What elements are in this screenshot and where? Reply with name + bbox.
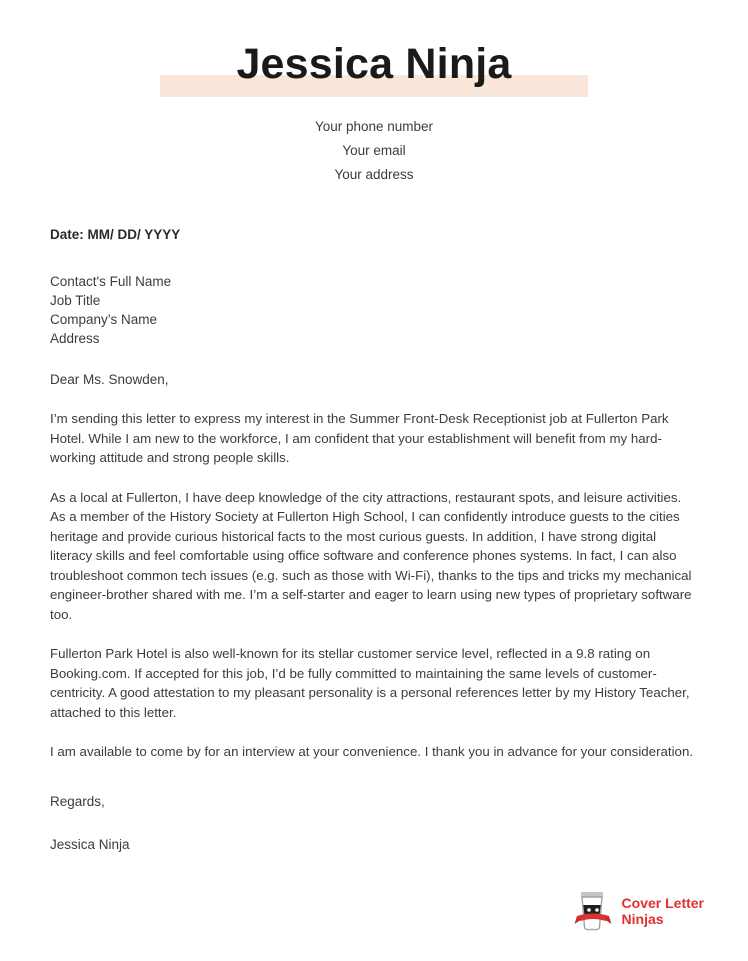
contact-email: Your email — [342, 143, 406, 159]
contact-info — [0, 115, 748, 187]
ninja-cup-icon — [573, 889, 613, 933]
recipient-address: Address — [50, 331, 100, 347]
letter-body — [0, 227, 748, 852]
brand-line-1: Cover Letter — [621, 894, 704, 911]
closing-line: Regards, — [50, 793, 105, 809]
letter-header — [0, 0, 748, 187]
date-line: Date: MM/ DD/ YYYY — [50, 227, 181, 243]
contact-address: Your address — [334, 167, 414, 183]
paragraph-1: I’m sending this letter to express my interest in the Summer Front-Desk Receptionist job at Fullerton Park Hotel. While I am new to the workforce, I am confident that your establishment will benefit from my hard-working attitude and strong people skills. — [50, 411, 669, 466]
brand-footer — [573, 889, 704, 933]
paragraph-4: I am available to come by for an interview at your convenience. I thank you in advance for your consideration. — [50, 744, 694, 760]
recipient-name: Contact's Full Name — [50, 274, 172, 290]
page-title: Jessica Ninja — [236, 40, 512, 88]
recipient-job-title: Job Title — [50, 293, 101, 309]
brand-line-2: Ninjas — [621, 911, 664, 927]
brand-text — [622, 895, 704, 927]
salutation: Dear Ms. Snowden, — [50, 372, 169, 388]
recipient-company: Company’s Name — [50, 312, 158, 328]
signature-name: Jessica Ninja — [50, 836, 130, 852]
paragraph-2: As a local at Fullerton, I have deep knowledge of the city attractions, restaurant spots, and leisure activities. As a member of the History Society at Fullerton High School, I can confidently introduce guests to the cities heritage and provide curious historical facts to the most curious guests. In addition, I have strong digital literacy skills and feel comfortable using office software and conference phones systems. In fact, I can also troubleshoot common tech issues (e.g. such as those with Wi-Fi), thanks to the tips and tricks my mechanical engineer-brother shared with me. I’m a self-starter and eager to learn using new types of proprietary software too. — [50, 489, 692, 622]
paragraph-3: Fullerton Park Hotel is also well-known for its stellar customer service level, reflected in a 9.8 rating on Booking.com. If accepted for this job, I’d be fully committed to maintaining the same levels of customer-centricity. A good attestation to my pleasant personality is a personal references letter by my History Teacher, attached to this letter. — [50, 646, 690, 720]
recipient-block — [50, 272, 698, 348]
contact-phone: Your phone number — [314, 119, 434, 135]
name-block — [236, 40, 511, 89]
